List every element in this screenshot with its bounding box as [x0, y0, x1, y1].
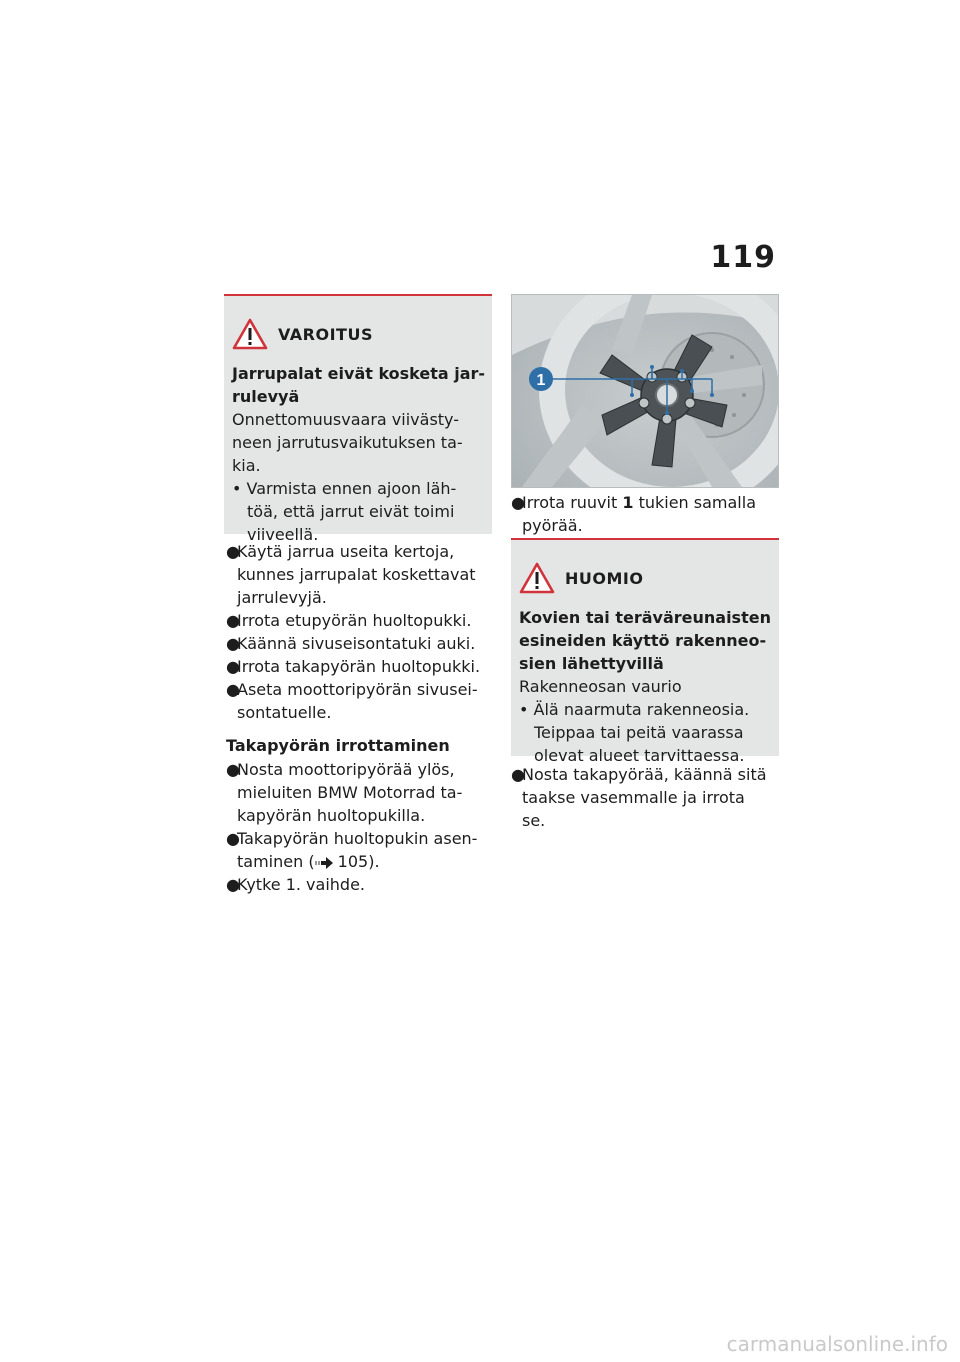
step-text: Käytä jarrua useita kertoja,	[237, 542, 455, 561]
step-item: ●Irrota ruuvit 1 tukien samalla	[511, 493, 756, 512]
notice-heading: esineiden käyttö rakenneo-	[519, 631, 767, 650]
warning-bullet-cont: töä, että jarrut eivät toimi	[247, 502, 455, 521]
warning-body: kia.	[232, 456, 261, 475]
page-ref-arrow-icon	[315, 857, 333, 869]
notice-heading: Kovien tai teräväreunaisten	[519, 608, 771, 627]
warning-heading: rulevyä	[232, 387, 300, 406]
step-text: Nosta moottoripyörää ylös,	[237, 760, 455, 779]
warning-body: Onnettomuusvaara viivästy-	[232, 410, 460, 429]
step-item: ●Käännä sivuseisontatuki auki.	[226, 634, 476, 653]
step-item: ●Kytke 1. vaihde.	[226, 875, 365, 894]
step-item: ●Takapyörän huoltopukin asen-	[226, 829, 478, 848]
left-steps	[226, 540, 496, 896]
warning-header	[232, 318, 482, 350]
step-text-cont: mieluiten BMW Motorrad ta-	[237, 783, 463, 802]
ref-page-number[interactable]: 105	[337, 852, 369, 871]
warning-body: neen jarrutusvaikutuksen ta-	[232, 433, 463, 452]
step-item: ●Nosta moottoripyörää ylös,	[226, 760, 455, 779]
warning-box	[224, 294, 492, 544]
step-callout-ref: 1	[622, 493, 634, 512]
watermark: carmanualsonline.info	[726, 1332, 948, 1356]
step-text: tukien samalla	[638, 493, 756, 512]
step-item: ●Aseta moottoripyörän sivusei-	[226, 680, 478, 699]
step-text: Irrota ruuvit	[522, 493, 618, 512]
right-step-2	[511, 763, 781, 832]
step-text: Takapyörän huoltopukin asen-	[237, 829, 478, 848]
step-text: Irrota takapyörän huoltopukki.	[237, 657, 481, 676]
rear-wheel-photo	[511, 294, 779, 488]
notice-bullet-cont: Teippaa tai peitä vaarassa	[534, 723, 744, 742]
step-text-cont: taakse vasemmalle ja irrota	[522, 788, 745, 807]
warning-bullet: • Varmista ennen ajoon läh-	[232, 479, 457, 498]
warning-triangle-icon	[232, 318, 268, 350]
step-item: ●Irrota takapyörän huoltopukki.	[226, 657, 481, 676]
wheel-hub-illustration	[512, 295, 778, 487]
page-number: 119	[710, 240, 776, 275]
step-text-cont: sontatuelle.	[237, 703, 332, 722]
warning-bullet-cont: viiveellä.	[247, 525, 319, 544]
section-heading: Takapyörän irrottaminen	[226, 736, 450, 755]
step-text-cont: se.	[522, 811, 546, 830]
step-text-cont: kapyörän huoltopukilla.	[237, 806, 426, 825]
ref-prefix: taminen (	[237, 852, 315, 871]
step-text: Kytke 1. vaihde.	[237, 875, 365, 894]
notice-bullet: • Älä naarmuta rakenneosia.	[519, 700, 750, 719]
notice-triangle-icon	[519, 562, 555, 594]
step-text: Irrota etupyörän huoltopukki.	[237, 611, 472, 630]
step-text: Aseta moottoripyörän sivusei-	[237, 680, 478, 699]
step-text-cont: kunnes jarrupalat koskettavat	[237, 565, 476, 584]
warning-bullet-text: Varmista ennen ajoon läh-	[246, 479, 457, 498]
notice-body: Rakenneosan vaurio	[519, 677, 682, 696]
notice-bullet-cont: olevat alueet tarvittaessa.	[534, 746, 745, 765]
warning-title: VAROITUS	[278, 324, 373, 344]
notice-bullet-text: Älä naarmuta rakenneosia.	[533, 700, 750, 719]
step-text: Käännä sivuseisontatuki auki.	[237, 634, 476, 653]
notice-box	[511, 538, 779, 765]
ref-suffix: ).	[368, 852, 380, 871]
step-text: Nosta takapyörää, käännä sitä	[522, 765, 767, 784]
callout-number: 1	[536, 372, 546, 389]
page-reference[interactable]	[226, 850, 496, 873]
step-item: ●Nosta takapyörää, käännä sitä	[511, 765, 767, 784]
step-item: ●Irrota etupyörän huoltopukki.	[226, 611, 472, 630]
notice-heading: sien lähettyvillä	[519, 654, 664, 673]
notice-title: HUOMIO	[565, 568, 644, 588]
right-step-1	[511, 491, 781, 537]
step-text-cont: jarrulevyjä.	[237, 588, 327, 607]
step-text-cont: pyörää.	[522, 516, 583, 535]
step-item: ●Käytä jarrua useita kertoja,	[226, 542, 455, 561]
warning-heading: Jarrupalat eivät kosketa jar-	[232, 364, 486, 383]
notice-header	[519, 562, 769, 594]
